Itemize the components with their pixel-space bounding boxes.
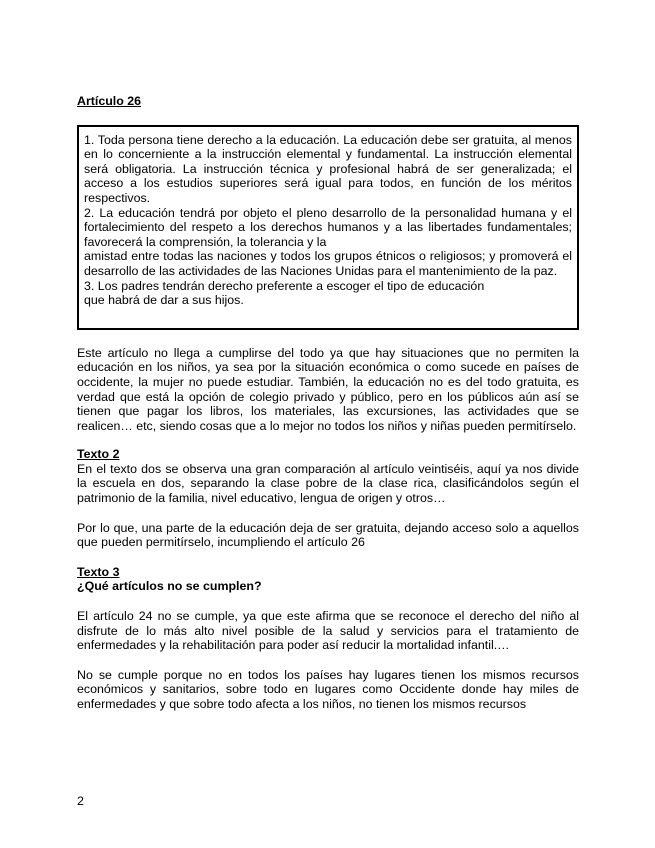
article-clause-1: 1. Toda persona tiene derecho a la educación. La educación debe ser gratuita, al menos en lo concerniente a la instrucción elemental y fundamental. La instrucción elemental será obligatoria. La instrucción técnica y profesional habrá de ser generalizada; el acceso a los estudios superiores será igual para todos, en función de los méritos respectivos. — [84, 132, 572, 205]
texto-3-paragraph-1: El artículo 24 no se cumple, ya que este afirma que se reconoce el derecho del niño al disfrute de lo más alto nivel posible de la salud y servicios para el tratamiento de enfermedades y la rehabilitación para poder así reducir la mortalidad infantil.… — [77, 609, 579, 653]
texto-2-heading: Texto 2 — [77, 447, 120, 462]
article-clause-3: 3. Los padres tendrán derecho preferente a escoger el tipo de educación — [84, 278, 485, 293]
texto-2-paragraph-1: En el texto dos se observa una gran comparación al artículo veintiséis, aquí ya nos divide la escuela en dos, separando la clase pobre de la clase rica, clasificándolos según el patrimonio de la familia, nivel educativo, lengua de origen y otros… — [77, 461, 579, 506]
article-clause-2: 2. La educación tendrá por objeto el pleno desarrollo de la personalidad humana y el fortalecimiento del respeto a los derechos humanos y a las libertades fundamentales; favorecerá la comprensión, la tolerancia y la — [84, 205, 572, 249]
article-clause-3-cont: que habrá de dar a sus hijos. — [84, 293, 244, 308]
page-content — [77, 94, 579, 712]
texto-3-question: ¿Qué artículos no se cumplen? — [77, 579, 262, 594]
article-26-heading: Artículo 26 — [77, 94, 142, 108]
texto-3-heading: Texto 3 — [77, 564, 120, 579]
page-number: 2 — [77, 794, 84, 808]
article-26-quote-box — [77, 125, 579, 330]
texto-3-paragraph-2: No se cumple porque no en todos los países hay lugares tienen los mismos recursos económicos y sanitarios, sobre todo en lugares como Occidente donde hay miles de enfermedades y que sobre todo afecta a los niños, no tienen los mismos recursos — [77, 667, 579, 711]
article-commentary: Este artículo no llega a cumplirse del todo ya que hay situaciones que no permiten la educación en los niños, ya sea por la situación económica o como sucede en países de occidente, la mujer no puede estudiar. También, la educación no es del todo gratuita, es verdad que está la opción de colegio privado y público, pero en los públicos aún así se tienen que pagar los libros, los materiales, las excursiones, las actividades que se realicen… etc, siendo cosas que a lo mejor no todos los niños y niñas pueden permitírselo. — [77, 345, 579, 433]
texto-2-paragraph-2: Por lo que, una parte de la educación deja de ser gratuita, dejando acceso solo a aquellos que pueden permitírselo, incumpliendo el artículo 26 — [77, 520, 579, 550]
article-clause-2-cont: amistad entre todas las naciones y todos los grupos étnicos o religiosos; y promoverá el desarrollo de las actividades de las Naciones Unidas para el mantenimiento de la paz. — [84, 249, 572, 278]
